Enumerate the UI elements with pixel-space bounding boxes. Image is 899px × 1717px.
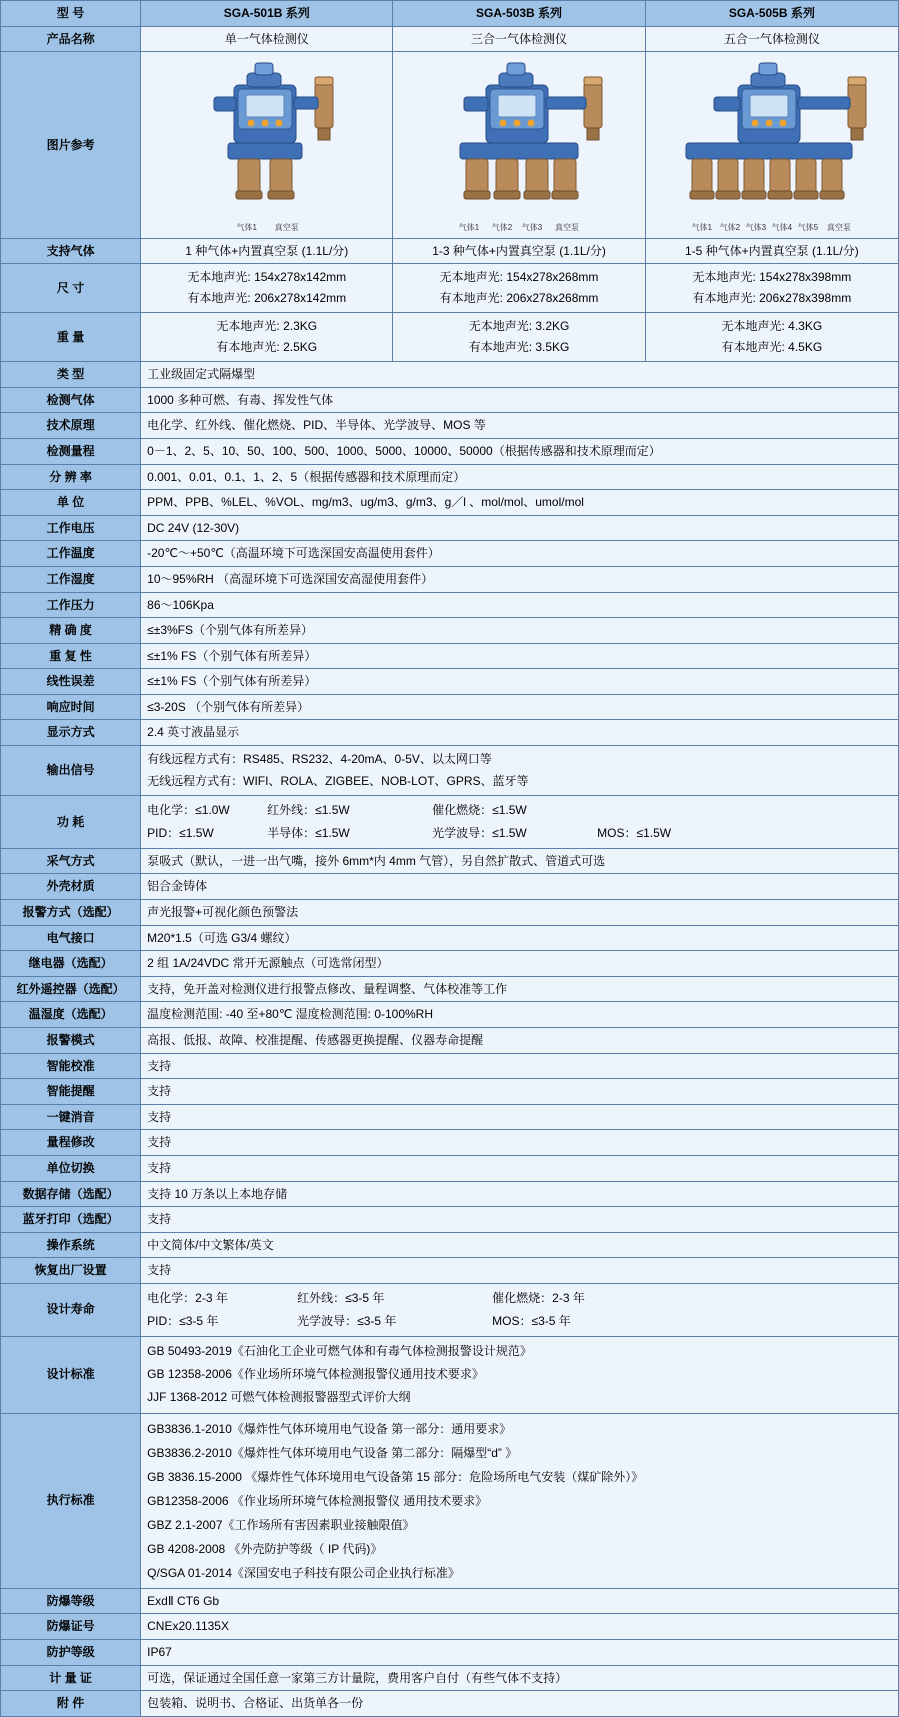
table-row-display [1,720,899,746]
output-signal-value [141,746,899,796]
life-key: 光学波导： [297,1313,358,1328]
one-key-mute-value: 支持 [141,1104,899,1130]
table-row-factory-reset [1,1258,899,1284]
size-with-alarm: 有本地声光: 206x278x142mm [187,291,347,306]
electrical-interface-value: M20*1.5（可选 G3/4 螺纹） [141,925,899,951]
gas-label: 真空泵 [555,223,580,233]
product-name-505b: 五合一气体检测仪 [645,26,898,52]
gas-label: 气体1 [236,223,257,233]
display-value: 2.4 英寸液晶显示 [141,720,899,746]
row-label-alarm-mode: 报警模式 [1,1028,141,1054]
ex-cert-no-value: CNEx20.1135X [141,1614,899,1640]
shell-material-value: 铝合金铸体 [141,874,899,900]
power-val: ≤1.5W [492,803,527,818]
design-life-line-2 [147,1310,892,1333]
row-label-ip-grade: 防护等级 [1,1639,141,1665]
table-row-range-modify [1,1130,899,1156]
table-row-os [1,1232,899,1258]
size-without-alarm: 无本地声光: 154x278x398mm [692,270,852,285]
table-row-ex-grade [1,1588,899,1614]
repeatability-value: ≤±1% FS（个别气体有所差异） [141,643,899,669]
gas-label: 气体5 [797,223,819,233]
row-label-unit-switch: 单位切换 [1,1155,141,1181]
table-row-smart-calibration [1,1053,899,1079]
alarm-mode-value: 高报、低报、故障、校准提醒、传感器更换提醒、仪器寿命提醒 [141,1028,899,1054]
row-label-support-gas: 支持气体 [1,238,141,264]
table-row-exec-standard [1,1413,899,1588]
ex-grade-value: ExdⅡ CT6 Gb [141,1588,899,1614]
row-label-smart-calibration: 智能校准 [1,1053,141,1079]
table-row-repeatability [1,643,899,669]
exec-standard-item: GB3836.2-2010《爆炸性气体环境用电气设备 第二部分：隔爆型“d” 》 [147,1445,518,1460]
exec-standard-item: Q/SGA 01-2014《深国安电子科技有限公司企业执行标准》 [147,1565,460,1580]
unit-value: PPM、PPB、%LEL、%VOL、mg/m3、ug/m3、g/m3、g／l 、mol/mol、umol/mol [141,490,899,516]
power-val: ≤1.5W [179,826,214,841]
table-row-bluetooth-print-opt [1,1207,899,1233]
table-row-response-time [1,694,899,720]
type-value: 工业级固定式隔爆型 [141,362,899,388]
table-row-ex-cert-no [1,1614,899,1640]
row-label-work-pressure: 工作压力 [1,592,141,618]
ip-grade-value: IP67 [141,1639,899,1665]
row-label-repeatability: 重 复 性 [1,643,141,669]
design-standard-item: GB 12358-2006《作业场所环境气体检测报警仪通用技术要求》 [147,1366,484,1381]
power-line-1 [147,799,892,822]
weight-501b [141,313,393,362]
support-gas-503b: 1-3 种气体+内置真空泵 (1.1L/分) [393,238,645,264]
tech-principle-value: 电化学、红外线、催化燃烧、PID、半导体、光学波导、MOS 等 [141,413,899,439]
model-505b: SGA-505B 系列 [645,1,898,27]
exec-standard-value [141,1413,899,1588]
size-without-alarm: 无本地声光: 154x278x268mm [439,270,599,285]
row-label-temp-humidity-opt: 温湿度（选配） [1,1002,141,1028]
weight-without-alarm: 无本地声光: 2.3KG [216,319,318,334]
exec-standard-item: GB 4208-2008 《外壳防护等级（ IP 代码)》 [147,1541,383,1556]
table-row-detect-range [1,438,899,464]
row-label-range-modify: 量程修改 [1,1130,141,1156]
design-life-value [141,1283,899,1336]
power-val: ≤1.5W [315,826,350,841]
weight-505b [645,313,898,362]
output-signal-wired: 有线远程方式有：RS485、RS232、4-20mA、0-5V、以太网口等 [147,752,492,767]
weight-without-alarm: 无本地声光: 4.3KG [721,319,823,334]
table-row-product-name [1,26,899,52]
alarm-mode-opt-value: 声光报警+可视化颜色预警法 [141,900,899,926]
product-name-501b: 单一气体检测仪 [141,26,393,52]
bluetooth-print-opt-value: 支持 [141,1207,899,1233]
life-val: ≤3-5 年 [357,1313,397,1328]
temp-humidity-opt-value: 温度检测范围: -40 至+80℃ 湿度检测范围: 0-100%RH [141,1002,899,1028]
power-line-2 [147,822,892,845]
gas-label: 真空泵 [826,223,851,233]
table-row-support-gas [1,238,899,264]
power-key: 半导体： [267,826,316,841]
design-standard-item: JJF 1368-2012 可燃气体检测报警器型式评价大纲 [147,1390,411,1405]
weight-503b [393,313,645,362]
table-row-output-signal [1,746,899,796]
table-row-ir-remote-opt [1,976,899,1002]
size-503b [393,264,645,313]
row-label-work-voltage: 工作电压 [1,515,141,541]
row-label-alarm-mode-opt: 报警方式（选配） [1,900,141,926]
row-label-detect-gas: 检测气体 [1,387,141,413]
row-label-bluetooth-print-opt: 蓝牙打印（选配） [1,1207,141,1233]
gas-detector-3-illustration [402,55,637,220]
table-row-accuracy [1,618,899,644]
size-501b [141,264,393,313]
smart-calibration-value: 支持 [141,1053,899,1079]
gas-label: 气体2 [719,223,741,233]
unit-switch-value: 支持 [141,1155,899,1181]
row-label-linear-error: 线性误差 [1,669,141,695]
weight-with-alarm: 有本地声光: 4.5KG [721,340,823,355]
row-label-electrical-interface: 电气接口 [1,925,141,951]
weight-with-alarm: 有本地声光: 3.5KG [468,340,570,355]
table-row-type [1,362,899,388]
support-gas-501b: 1 种气体+内置真空泵 (1.1L/分) [141,238,393,264]
smart-reminder-value: 支持 [141,1079,899,1105]
table-row-size [1,264,899,313]
power-val: ≤1.5W [315,803,350,818]
power-key: 电化学： [147,803,196,818]
relay-opt-value: 2 组 1A/24VDC 常开无源触点（可选常闭型） [141,951,899,977]
gas-detector-5-illustration [652,55,892,220]
gas-label: 气体3 [521,223,543,233]
table-row-accessories [1,1691,899,1717]
table-row-alarm-mode-opt [1,900,899,926]
weight-without-alarm: 无本地声光: 3.2KG [468,319,570,334]
life-val: 2-3 年 [195,1290,228,1305]
table-row-work-humidity [1,566,899,592]
table-row-work-voltage [1,515,899,541]
row-label-ex-grade: 防爆等级 [1,1588,141,1614]
table-row-metering-cert [1,1665,899,1691]
row-label-power: 功 耗 [1,796,141,849]
factory-reset-value: 支持 [141,1258,899,1284]
table-row-design-standard [1,1336,899,1413]
device-image-501b [141,52,393,238]
device-image-505b [645,52,898,238]
power-key: 红外线： [267,803,316,818]
row-label-work-humidity: 工作湿度 [1,566,141,592]
table-row-detect-gas [1,387,899,413]
table-row-relay-opt [1,951,899,977]
life-val: ≤3-5 年 [179,1313,219,1328]
gas-detector-1-illustration [152,55,382,220]
table-row-temp-humidity-opt [1,1002,899,1028]
model-501b: SGA-501B 系列 [141,1,393,27]
power-val: ≤1.5W [492,826,527,841]
output-signal-wireless: 无线远程方式有：WIFI、ROLA、ZIGBEE、NOB-LOT、GPRS、蓝牙等 [147,773,529,788]
response-time-value: ≤3-20S （个别气体有所差异） [141,694,899,720]
row-label-image-reference: 图片参考 [1,52,141,238]
work-pressure-value: 86～106Kpa [141,592,899,618]
row-label-product-name: 产品名称 [1,26,141,52]
support-gas-505b: 1-5 种气体+内置真空泵 (1.1L/分) [645,238,898,264]
gas-label: 气体1 [691,223,713,233]
exec-standard-item: GB12358-2006 《作业场所环境气体检测报警仪 通用技术要求》 [147,1493,488,1508]
row-label-os: 操作系统 [1,1232,141,1258]
sampling-value: 泵吸式（默认，一进一出气嘴，接外 6mm*内 4mm 气管），另自然扩散式、管道式可选 [141,848,899,874]
row-label-ex-cert-no: 防爆证号 [1,1614,141,1640]
row-label-accessories: 附 件 [1,1691,141,1717]
power-val: ≤1.5W [636,826,672,841]
model-503b: SGA-503B 系列 [393,1,645,27]
gas-labels-503b [399,222,638,234]
row-label-smart-reminder: 智能提醒 [1,1079,141,1105]
row-label-resolution: 分 辨 率 [1,464,141,490]
row-label-display: 显示方式 [1,720,141,746]
row-label-design-life: 设计寿命 [1,1283,141,1336]
row-label-shell-material: 外壳材质 [1,874,141,900]
accuracy-value: ≤±3%FS（个别气体有所差异） [141,618,899,644]
design-standard-item: GB 50493-2019《石油化工企业可燃气体和有毒气体检测报警设计规范》 [147,1343,532,1358]
power-key: 光学波导： [432,826,493,841]
weight-with-alarm: 有本地声光: 2.5KG [216,340,318,355]
size-with-alarm: 有本地声光: 206x278x268mm [439,291,599,306]
row-label-unit: 单 位 [1,490,141,516]
life-val: ≤3-5 年 [345,1290,385,1305]
design-life-line-1 [147,1287,892,1310]
table-row-work-temp [1,541,899,567]
device-image-503b [393,52,645,238]
power-val: ≤1.0W [195,803,230,818]
row-label-one-key-mute: 一键消音 [1,1104,141,1130]
table-row-shell-material [1,874,899,900]
power-key: PID： [147,826,180,841]
life-val: 2-3 年 [552,1290,585,1305]
table-row-power [1,796,899,849]
product-name-503b: 三合一气体检测仪 [393,26,645,52]
life-key: MOS： [492,1313,532,1328]
ir-remote-opt-value: 支持，免开盖对检测仪进行报警点修改、量程调整、气体校准等工作 [141,976,899,1002]
table-row-smart-reminder [1,1079,899,1105]
table-row-unit [1,490,899,516]
table-row-unit-switch [1,1155,899,1181]
row-label-factory-reset: 恢复出厂设置 [1,1258,141,1284]
os-value: 中文简体/中文繁体/英文 [141,1232,899,1258]
table-row-linear-error [1,669,899,695]
work-temp-value: -20℃～+50℃（高温环境下可选深国安高温使用套件） [141,541,899,567]
metering-cert-value: 可选，保证通过全国任意一家第三方计量院，费用客户自付（有些气体不支持） [141,1665,899,1691]
table-row-design-life [1,1283,899,1336]
gas-label: 气体3 [745,223,767,233]
row-label-sampling: 采气方式 [1,848,141,874]
power-key: 催化燃烧： [432,803,493,818]
row-label-data-storage-opt: 数据存储（选配） [1,1181,141,1207]
gas-label: 气体1 [458,223,480,233]
row-label-tech-principle: 技术原理 [1,413,141,439]
row-label-design-standard: 设计标准 [1,1336,141,1413]
row-label-accuracy: 精 确 度 [1,618,141,644]
table-row-resolution [1,464,899,490]
gas-labels-505b [652,222,892,234]
size-without-alarm: 无本地声光: 154x278x142mm [187,270,347,285]
linear-error-value: ≤±1% FS（个别气体有所差异） [141,669,899,695]
table-row-model [1,1,899,27]
table-row-tech-principle [1,413,899,439]
row-label-response-time: 响应时间 [1,694,141,720]
table-row-data-storage-opt [1,1181,899,1207]
row-label-size: 尺 寸 [1,264,141,313]
row-label-exec-standard: 执行标准 [1,1413,141,1588]
detect-range-value: 0－1、2、5、10、50、100、500、1000、5000、10000、50000（根据传感器和技术原理而定） [141,438,899,464]
life-val: ≤3-5 年 [531,1313,571,1328]
row-label-model: 型 号 [1,1,141,27]
table-row-image-reference [1,52,899,238]
table-row-alarm-mode [1,1028,899,1054]
size-505b [645,264,898,313]
life-key: PID： [147,1313,180,1328]
row-label-metering-cert: 计 量 证 [1,1665,141,1691]
table-row-ip-grade [1,1639,899,1665]
work-humidity-value: 10～95%RH （高湿环境下可选深国安高湿使用套件） [141,566,899,592]
row-label-relay-opt: 继电器（选配） [1,951,141,977]
gas-labels-501b [147,222,386,234]
power-key: MOS： [597,826,637,841]
row-label-type: 类 型 [1,362,141,388]
data-storage-opt-value: 支持 10 万条以上本地存储 [141,1181,899,1207]
detect-gas-value: 1000 多种可燃、有毒、挥发性气体 [141,387,899,413]
work-voltage-value: DC 24V (12-30V) [141,515,899,541]
exec-standard-item: GB 3836.15-2000 《爆炸性气体环境用电气设备第 15 部分：危险场所电气安装（煤矿除外）》 [147,1469,644,1484]
table-row-one-key-mute [1,1104,899,1130]
gas-label: 气体4 [771,223,793,233]
row-label-weight: 重 量 [1,313,141,362]
table-row-weight [1,313,899,362]
life-key: 红外线： [297,1290,346,1305]
exec-standard-item: GB3836.1-2010《爆炸性气体环境用电气设备 第一部分：通用要求》 [147,1421,512,1436]
gas-label: 真空泵 [274,223,299,233]
row-label-output-signal: 输出信号 [1,746,141,796]
resolution-value: 0.001、0.01、0.1、1、2、5（根据传感器和技术原理而定） [141,464,899,490]
row-label-detect-range: 检测量程 [1,438,141,464]
power-value [141,796,899,849]
life-key: 催化燃烧： [492,1290,553,1305]
row-label-work-temp: 工作温度 [1,541,141,567]
accessories-value: 包装箱、说明书、合格证、出货单各一份 [141,1691,899,1717]
gas-label: 气体2 [491,223,513,233]
table-row-electrical-interface [1,925,899,951]
table-row-sampling [1,848,899,874]
row-label-ir-remote-opt: 红外遥控器（选配） [1,976,141,1002]
range-modify-value: 支持 [141,1130,899,1156]
size-with-alarm: 有本地声光: 206x278x398mm [692,291,852,306]
life-key: 电化学： [147,1290,196,1305]
table-row-work-pressure [1,592,899,618]
design-standard-value [141,1336,899,1413]
exec-standard-item: GBZ 2.1-2007《工作场所有害因素职业接触限值》 [147,1517,415,1532]
